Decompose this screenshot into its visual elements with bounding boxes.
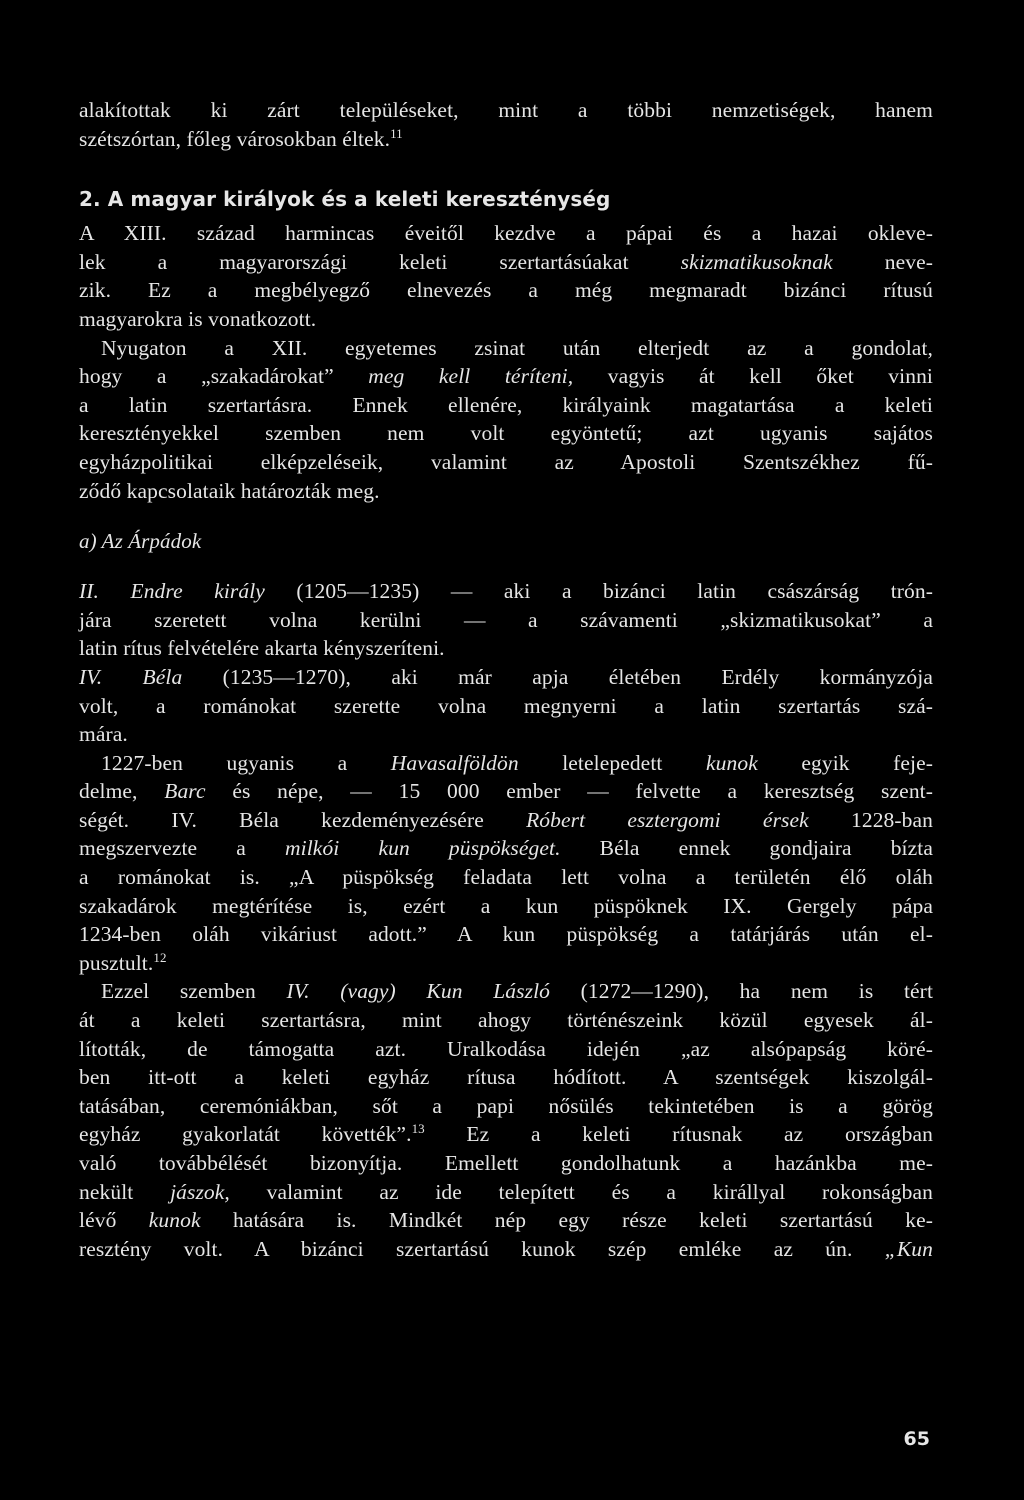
subsection-title: a) Az Árpádok [79, 529, 202, 554]
italic-term: kunok [148, 1208, 201, 1233]
text-span: valamint az ide telepített és a királlyal rokonságban [229, 1179, 933, 1204]
text-line [79, 863, 933, 892]
text-line [79, 977, 933, 1006]
text-line [79, 219, 933, 248]
italic-term: kunok [706, 750, 758, 775]
text-line [79, 692, 933, 721]
text-line [79, 477, 933, 506]
text-span: letelepedett [518, 750, 706, 775]
text-span: egyik feje- [757, 750, 934, 775]
text-span: mára. [79, 722, 128, 747]
text-line [79, 949, 933, 978]
text-line [79, 1063, 933, 1092]
text-line [79, 663, 933, 692]
text-line [79, 1035, 933, 1064]
footnote-marker: 12 [153, 949, 167, 965]
text-line [79, 577, 933, 606]
text-span: szétszórtan, főleg városokban éltek. [79, 126, 391, 151]
text-line [79, 1149, 933, 1178]
text-span: A XIII. század harmincas éveitől kezdve a pápai és a hazai okleve- [79, 221, 933, 246]
text-span: hatására is. Mindkét nép egy része keleti szertartású ke- [200, 1208, 933, 1233]
italic-term: Havasalföldön [390, 750, 519, 775]
text-span: (1235—1270), aki már apja életében Erdély kormányzója [182, 664, 933, 689]
text-span: neve- [832, 249, 933, 274]
text-line [79, 920, 933, 949]
text-line [79, 1235, 933, 1264]
text-span: tatásában, ceremóniákban, sőt a papi nősülés tekintetében is a görög [79, 1093, 933, 1118]
text-span: zik. Ez a megbélyegző elnevezés a még megmaradt bizánci rítusú [79, 278, 933, 303]
text-line [79, 777, 933, 806]
italic-term: milkói kun püspökséget. [285, 836, 561, 861]
text-span: volt, a románokat szerette volna megnyerni a latin szertartás szá- [79, 693, 933, 718]
text-span: való továbbélését bizonyítja. Emellett gondolhatunk a hazánkba me- [79, 1151, 933, 1175]
section-title: 2. A magyar királyok és a keleti kereszténység [79, 187, 611, 212]
footnote-marker: 13 [411, 1121, 425, 1137]
text-line [79, 125, 933, 154]
text-line [79, 834, 933, 863]
text-span: lévő [79, 1208, 149, 1233]
text-span: a románokat is. „A püspökség feladata lett volna a területén élő oláh [79, 865, 933, 890]
text-span: (1272—1290), ha nem is tért [550, 979, 934, 1004]
text-span: Béla ennek gondjaira bízta [560, 836, 933, 861]
text-line [79, 276, 933, 305]
text-span: Ez a keleti rítusnak az országban [424, 1122, 933, 1147]
italic-term: skizmatikusoknak [680, 249, 833, 274]
text-line [79, 305, 933, 334]
text-line [79, 806, 933, 835]
italic-term: „Kun [884, 1236, 933, 1261]
text-span: szakadárok megtérítése is, ezért a kun püspöknek IX. Gergely pápa [79, 893, 933, 918]
page-body [79, 96, 933, 1263]
text-span: jára szeretett volna kerülni — a szávamenti „skizmatikusokat” a [79, 607, 933, 632]
text-span: vagyis át kell őket vinni [573, 364, 933, 389]
text-span: megszervezte a [79, 836, 286, 861]
text-span: ződő kapcsolataik határozták meg. [79, 478, 380, 503]
text-line [79, 419, 933, 448]
text-span: a latin szertartásra. Ennek ellenére, királyaink magatartása a keleti [79, 392, 933, 417]
text-span: delme, [79, 779, 165, 804]
italic-term: Róbert esztergomi érsek [526, 807, 809, 832]
text-line [79, 391, 933, 420]
text-span: egyházpolitikai elképzeléseik, valamint az Apostoli Szentszékhez fű- [79, 449, 933, 474]
italic-term: jászok, [170, 1179, 230, 1204]
text-line [79, 634, 933, 663]
text-span: és népe, — 15 000 ember — felvette a keresztség szent- [205, 779, 933, 804]
text-line [79, 1206, 933, 1235]
text-span: resztény volt. A bizánci szertartású kunok szép emléke az ún. [79, 1236, 885, 1261]
text-span: lították, de támogatta azt. Uralkodása idején „az alsópapság köré- [79, 1036, 933, 1061]
text-span: magyarokra is vonatkozott. [79, 306, 317, 331]
text-line [79, 248, 933, 277]
text-span: hogy a „szakadárokat” [79, 364, 369, 389]
text-span: át a keleti szertartásra, mint ahogy történészeink közül egyesek ál- [79, 1008, 933, 1033]
text-line [79, 892, 933, 921]
text-line [79, 720, 933, 749]
text-span: keresztényekkel szemben nem volt egyöntetű; azt ugyanis sajátos [79, 421, 933, 446]
text-span: Nyugaton a XII. egyetemes zsinat után elterjedt az a gondolat, [101, 335, 933, 360]
text-span: ben itt-ott a keleti egyház rítusa hódított. A szentségek kiszolgál- [79, 1065, 933, 1090]
text-span: ségét. IV. Béla kezdeményezésére [79, 807, 527, 832]
text-line [79, 1120, 933, 1149]
text-line [79, 749, 933, 778]
text-span: egyház gyakorlatát követték”. [79, 1122, 412, 1147]
text-span: nekült [79, 1179, 171, 1204]
text-span: latin rítus felvételére akarta kényszeríteni. [79, 636, 445, 661]
text-span: 1228-ban [808, 807, 933, 832]
text-line [79, 1092, 933, 1121]
text-span: lek a magyarországi keleti szertartásúakat [79, 249, 681, 274]
italic-term: Barc [164, 779, 206, 804]
italic-term: II. Endre király [79, 579, 265, 604]
italic-term: meg kell téríteni, [368, 364, 574, 389]
text-line [79, 1006, 933, 1035]
page-number: 65 [903, 1428, 930, 1450]
text-span: 1234-ben oláh vikáriust adott.” A kun püspökség a tatárjárás után el- [79, 922, 933, 947]
text-line [79, 96, 933, 125]
text-line [79, 362, 933, 391]
italic-term: IV. (vagy) Kun László [286, 979, 550, 1004]
italic-term: IV. Béla [79, 664, 183, 689]
text-span: (1205—1235) — aki a bizánci latin császárság trón- [264, 579, 933, 604]
text-line [79, 1178, 933, 1207]
text-line [79, 606, 933, 635]
text-span: pusztult. [79, 950, 154, 975]
text-span: 1227-ben ugyanis a [101, 750, 391, 775]
text-line [79, 334, 933, 363]
text-line [79, 448, 933, 477]
text-span: Ezzel szemben [101, 979, 287, 1004]
text-span: alakítottak ki zárt településeket, mint a többi nemzetiségek, hanem [79, 98, 933, 122]
footnote-marker: 11 [390, 125, 403, 141]
